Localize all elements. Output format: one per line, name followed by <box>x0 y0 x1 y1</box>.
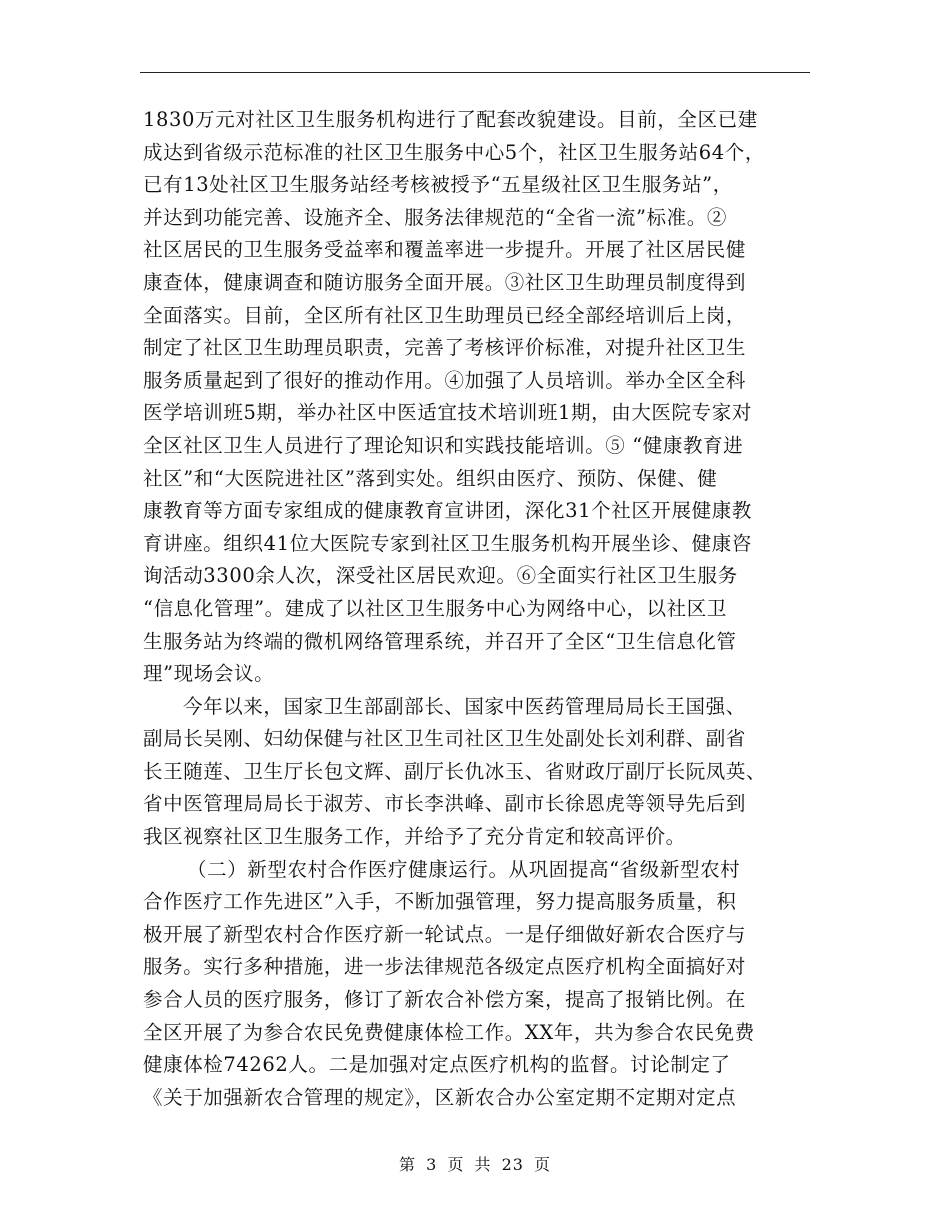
text-line: 制定了社区卫生助理员职责，完善了考核评价标准，对提升社区卫生 <box>143 336 747 360</box>
page-footer <box>0 1152 950 1175</box>
text-line: 成达到省级示范标准的社区卫生服务中心5个，社区卫生服务站64个， <box>143 140 765 164</box>
text-line: “信息化管理”。建成了以社区卫生服务中心为网络中心，以社区卫 <box>143 596 727 620</box>
current-page-number: 3 <box>426 1155 438 1174</box>
text-line: 育讲座。组织41位大医院专家到社区卫生服务机构开展坐诊、健康咨 <box>143 531 752 555</box>
footer-label-page-unit: 页 <box>447 1155 465 1174</box>
header-rule <box>140 72 810 73</box>
text-line: 服务。实行多种措施，进一步法律规范各级定点医疗机构全面搞好对 <box>143 955 747 979</box>
text-line: 康教育等方面专家组成的健康教育宣讲团，深化31个社区开展健康教 <box>143 499 752 523</box>
text-line: 并达到功能完善、设施齐全、服务法律规范的“全省一流”标准。② <box>143 205 727 229</box>
text-line: 1830万元对社区卫生服务机构进行了配套改貌建设。目前，全区已建 <box>143 108 758 131</box>
text-line: 服务质量起到了很好的推动作用。④加强了人员培训。举办全区全科 <box>143 368 747 392</box>
text-line: （二）新型农村合作医疗健康运行。从巩固提高“省级新型农村 <box>187 857 741 881</box>
text-line: 询活动3300余人次，深受社区居民欢迎。⑥全面实行社区卫生服务 <box>143 564 738 588</box>
body-text <box>143 104 803 1114</box>
text-line: 理”现场会议。 <box>143 662 275 686</box>
text-line: 省中医管理局局长于淑芳、市长李洪峰、副市长徐恩虎等领导先后到 <box>143 792 747 816</box>
footer-label-total-unit: 页 <box>534 1155 552 1174</box>
text-line: 健康体检74262人。二是加强对定点医疗机构的监督。讨论制定了 <box>143 1053 731 1077</box>
text-line: 我区视察社区卫生服务工作，并给予了充分肯定和较高评价。 <box>143 825 686 849</box>
text-line: 全面落实。目前，全区所有社区卫生助理员已经全部经培训后上岗， <box>143 303 747 327</box>
text-line: 社区”和“大医院进社区”落到实处。组织由医疗、预防、保健、健 <box>143 466 718 490</box>
text-line: 合作医疗工作先进区”入手，不断加强管理，努力提高服务质量，积 <box>143 890 737 914</box>
text-line: 康查体，健康调查和随访服务全面开展。③社区卫生助理员制度得到 <box>143 270 747 294</box>
text-line: 全区开展了为参合农民免费健康体检工作。XX年，共为参合农民免费 <box>143 1020 755 1044</box>
text-line: 社区居民的卫生服务受益率和覆盖率进一步提升。开展了社区居民健 <box>143 238 747 262</box>
text-line: 医学培训班5期，举办社区中医适宜技术培训班1期，由大医院专家对 <box>143 401 752 425</box>
text-line: 全区社区卫生人员进行了理论知识和实践技能培训。⑤ “健康教育进 <box>143 433 744 457</box>
text-line: 极开展了新型农村合作医疗新一轮试点。一是仔细做好新农合医疗与 <box>143 922 747 946</box>
text-line: 今年以来，国家卫生部副部长、国家中医药管理局局长王国强、 <box>183 694 746 718</box>
total-page-count: 23 <box>501 1155 524 1174</box>
text-line: 《关于加强新农合管理的规定》，区新农合办公室定期不定期对定点 <box>143 1085 737 1109</box>
footer-label-total: 共 <box>474 1155 492 1174</box>
footer-label-page: 第 <box>398 1155 416 1174</box>
text-line: 参合人员的医疗服务，修订了新农合补偿方案，提高了报销比例。在 <box>143 988 747 1012</box>
text-line: 已有13处社区卫生服务站经考核被授予“五星级社区卫生服务站”， <box>143 173 733 197</box>
text-line: 长王随莲、卫生厅长包文辉、副厅长仇冰玉、省财政厅副厅长阮凤英、 <box>143 759 767 783</box>
text-line: 副局长吴刚、妇幼保健与社区卫生司社区卫生处副处长刘利群、副省 <box>143 727 747 751</box>
text-line: 生服务站为终端的微机网络管理系统，并召开了全区“卫生信息化管 <box>143 629 737 653</box>
